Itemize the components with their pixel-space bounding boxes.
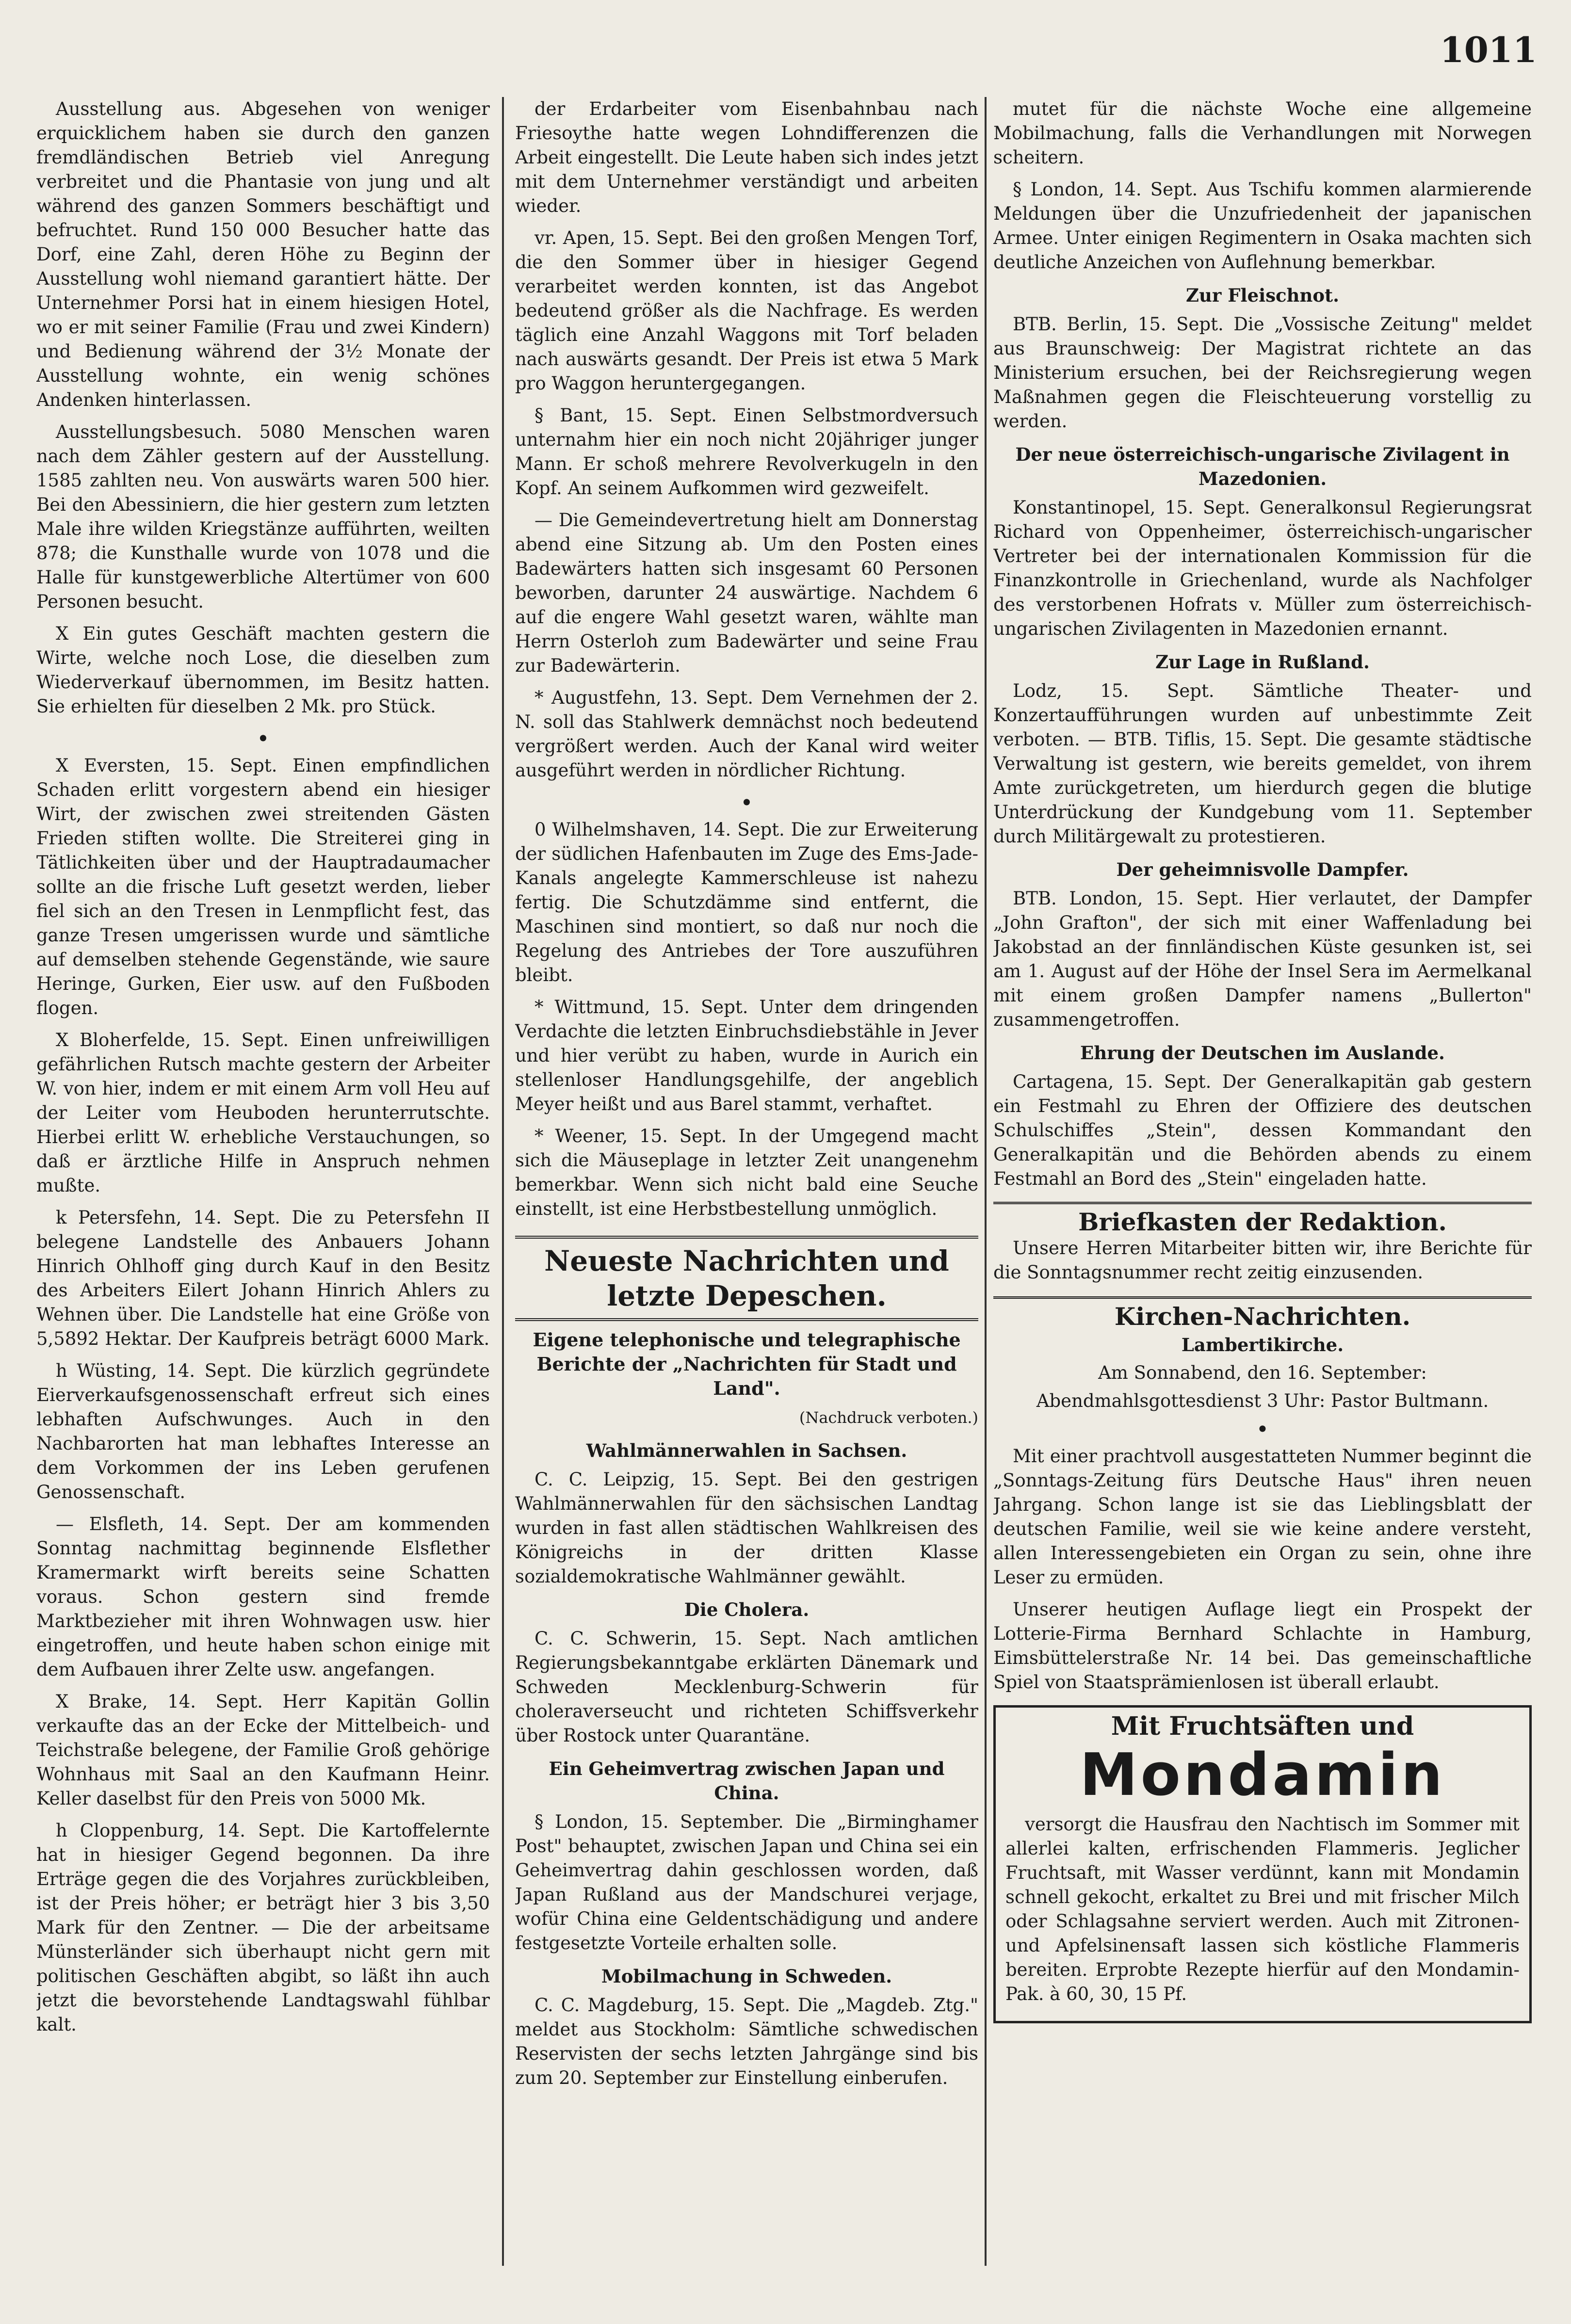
article: X Bloherfelde, 15. Sept. Einen unfreiwilligen gefährlichen Rutsch machte gestern der Arbeiter W. von hier, indem er mit einem Arm voll Heu auf der Leiter vom Heuboden herunterrutschte. Hierbei erlitt W. erhebliche Verstauchungen, so daß er ärztliche Hilfe in Anspruch nehmen mußte. — [36, 1030, 490, 1196]
ad-tagline: Mit Fruchtsäften und — [1111, 1711, 1414, 1741]
ad-text: versorgt die Hausfrau den Nachtisch im Sommer mit allerlei kalten, erfrischenden Flammeris. Jeglicher Fruchtsaft, mit Wasser verdünnt, kann mit Mondamin schnell gekocht, erkaltet zu Brei und mit frischer Milch oder Schlagsahne serviert werden. Auch mit Zitronen- und Apfelsinensaft lassen sich köstliche Flammeris bereiten. Erprobte Rezepte hierfür auf den Mondamin-Pak. à 60, 30, 15 Pf. — [1005, 1814, 1520, 2004]
section-heading: Die Cholera. — [684, 1599, 810, 1620]
article: h Wüsting, 14. Sept. Die kürzlich gegründete Eierverkaufsgenossenschaft erfreut sich eines lebhaften Aufschwunges. Auch in den Nachbarorten hat man lebhaftes Interesse an dem Vorkommen der ins Leben gerufenen Genossenschaft. — [36, 1360, 490, 1502]
article: 0 Wilhelmshaven, 14. Sept. Die zur Erweiterung der südlichen Hafenbauten im Zuge des Ems-Jade-Kanals angelegte Kammerschleuse ist nahezu fertig. Die Schutzdämme sind entfernt, die Maschinen sind montiert, so daß nur noch die Regelung des Antriebes der Tore auszuführen bleibt. — [515, 819, 978, 985]
article: — Elsfleth, 14. Sept. Der am kommenden Sonntag nachmittag beginnende Elsflether Kramermarkt wirft bereits seine Schatten voraus. Schon gestern sind fremde Marktbezieher mit ihren Wohnwagen usw. hier eingetroffen, und heute haben schon einige mit dem Aufbauen ihrer Zelte usw. angefangen. — [36, 1514, 490, 1680]
separator-dot: • — [257, 728, 269, 749]
article: Unserer heutigen Auflage liegt ein Prospekt der Lotterie-Firma Bernhard Schlachte in Hamburg, Eimsbüttelerstraße Nr. 14 bei. Das gemeinschaftliche Spiel von Staatsprämienlosen ist überall erlaubt. — [993, 1599, 1532, 1693]
article: § London, 15. September. Die „Birminghamer Post" behauptet, zwischen Japan und China sei ein Geheimvertrag dahin geschlossen worden, daß Japan Rußland aus der Mandschurei verjage, wofür China eine Geldentschädigung und andere festgesetzte Vorteile erhalten solle. — [515, 1811, 978, 1953]
church-service: Abendmahlsgottesdienst 3 Uhr: Pastor Bultmann. — [1036, 1390, 1489, 1411]
section-heading: Zur Fleischnot. — [1185, 285, 1340, 306]
latest-news-title: Neueste Nachrichten und letzte Depeschen. — [544, 1244, 949, 1312]
article: BTB. London, 15. Sept. Hier verlautet, der Dampfer „John Grafton", der sich mit einer Waffenladung bei Jakobstad an der finnländischen Küste gesunken ist, sei am 1. August auf der Höhe der Insel Sera im Aermelkanal mit einem großen Dampfer namens „Bullerton" zusammengetroffen. — [993, 888, 1532, 1030]
ad-brand: Mondamin — [1080, 1742, 1445, 1809]
article: BTB. Berlin, 15. Sept. Die „Vossische Zeitung" meldet aus Braunschweig: Der Magistrat richtete an das Ministerium ersuchen, bei der Reichsregierung wegen Maßnahmen gegen die Fleischteuerung vorstellig zu werden. — [993, 314, 1532, 432]
briefkasten-title: Briefkasten der Redaktion. — [1078, 1208, 1447, 1236]
article: Konstantinopel, 15. Sept. Generalkonsul Regierungsrat Richard von Oppenheimer, österreichisch-ungarischer Vertreter bei der internationalen Kommission für die Finanzkontrolle in Griechenland, wurde als Nachfolger des verstorbenen Hofrats v. Müller zum österreichisch-ungarischen Zivilagenten in Mazedonien ernannt. — [993, 497, 1532, 639]
article: * Wittmund, 15. Sept. Unter dem dringenden Verdachte die letzten Einbruchsdiebstähle in Jever und hier verübt zu haben, wurde in Aurich ein stellenloser Handlungsgehilfe, der angeblich Meyer heißt und aus Barel stammt, verhaftet. — [515, 997, 978, 1114]
article: vr. Apen, 15. Sept. Bei den großen Mengen Torf, die den Sommer über in hiesiger Gegend verarbeitet werden konnten, ist das Angebot bedeutend größer als die Nachfrage. Es werden täglich eine Anzahl Waggons mit Torf beladen nach auswärts gesandt. Der Preis ist etwa 5 Mark pro Waggon heruntergegangen. — [515, 227, 978, 394]
article: Lodz, 15. Sept. Sämtliche Theater- und Konzertaufführungen wurden auf unbestimmte Zeit verboten. — BTB. Tiflis, 15. Sept. Die gesamte städtische Verwaltung ist gestern, wie bereits gemeldet, von ihrem Amte zurückgetreten, um hierdurch gegen die blutige Unterdrückung der Kundgebung vom 11. September durch Militärgewalt zu protestieren. — [993, 680, 1532, 847]
church-date: Am Sonnabend, den 16. September: — [1098, 1362, 1427, 1383]
article: Ausstellung aus. Abgesehen von weniger erquicklichem haben sie durch den ganzen fremdländischen Betrieb viel Anregung verbreitet und die Phantasie von jung und alt während des ganzen Sommers beschäftigt und befruchtet. Rund 150 000 Besucher hatte das Dorf, eine Zahl, deren Höhe zu Beginn der Ausstellung wohl niemand garantiert hätte. Der Unternehmer Porsi hat in einem hiesigen Hotel, wo er mit seiner Familie (Frau und zwei Kindern) und Bedienung während der 3½ Monate der Ausstellung wohnte, ein wenig schönes Andenken hinterlassen. — [36, 98, 490, 410]
article: mutet für die nächste Woche eine allgemeine Mobilmachung, falls die Verhandlungen mit Norwegen scheitern. — [993, 98, 1532, 168]
article: C. C. Leipzig, 15. Sept. Bei den gestrigen Wahlmännerwahlen für den sächsischen Landtag wurden in fast allen städtischen Wahlkreisen des Königreichs in der dritten Klasse sozialdemokratische Wahlmänner gewählt. — [515, 1469, 978, 1587]
separator-dot: • — [1257, 1419, 1268, 1440]
article: Cartagena, 15. Sept. Der Generalkapitän gab gestern ein Festmahl zu Ehren der Offiziere des deutschen Schulschiffes „Stein", dessen Kommandant den Generalkapitän und die Behörden abends zu einem Festmahl an Bord des „Stein" eingeladen hatte. — [993, 1071, 1532, 1189]
page-number: 1011 — [1440, 29, 1537, 70]
latest-news-subtitle: Eigene telephonische und telegraphische Berichte der „Nachrichten für Stadt und Land". — [533, 1329, 961, 1399]
article: Ausstellungsbesuch. 5080 Menschen waren nach dem Zähler gestern auf der Ausstellung. 1585 zahlten neu. Von auswärts waren 500 hier. Bei den Abessiniern, die hier gestern zum letzten Male ihre wilden Kriegstänze aufführten, weilten 878; die Kunsthalle wurde von 1078 und die Halle für kunstgewerbliche Altertümer von 600 Personen besucht. — [36, 421, 490, 612]
article: § Bant, 15. Sept. Einen Selbstmordversuch unternahm hier ein noch nicht 20jähriger junger Mann. Er schoß mehrere Revolverkugeln in den Kopf. An seinem Aufkommen wird gezweifelt. — [515, 405, 978, 499]
article: * Weener, 15. Sept. In der Umgegend macht sich die Mäuseplage in letzter Zeit unangenehm bemerkbar. Wenn sich nicht bald eine Seuche einstellt, ist eine Herbstbestellung unmöglich. — [515, 1126, 978, 1219]
separator-dot: • — [741, 792, 753, 813]
article: k Petersfehn, 14. Sept. Die zu Petersfehn II belegene Landstelle des Anbauers Johann Hinrich Ohlhoff ging durch Kauf in den Besitz des Arbeiters Eilert Johann Hinrich Ahlers zu Wehnen über. Die Landstelle hat eine Größe von 5,5892 Hektar. Der Kaufpreis beträgt 6000 Mark. — [36, 1207, 490, 1349]
church-news-title: Kirchen-Nachrichten. — [1114, 1302, 1411, 1331]
article: X Brake, 14. Sept. Herr Kapitän Gollin verkaufte das an der Ecke der Mittelbeich- und Teichstraße belegene, der Familie Groß gehörige Wohnhaus mit Saal an den Kaufmann Heinr. Keller daselbst für den Preis von 5000 Mk. — [36, 1691, 490, 1809]
article: Mit einer prachtvoll ausgestatteten Nummer beginnt die „Sonntags-Zeitung fürs Deutsche Haus" ihren neuen Jahrgang. Schon lange ist sie das Lieblingsblatt der deutschen Familie, weil sie wie keine andere versteht, allen Interessengebieten ein Organ zu sein, ohne ihre Leser zu ermüden. — [993, 1446, 1532, 1588]
section-heading: Ehrung der Deutschen im Auslande. — [1080, 1042, 1445, 1064]
article: der Erdarbeiter vom Eisenbahnbau nach Friesoythe hatte wegen Lohndifferenzen die Arbeit eingestellt. Die Leute haben sich indes jetzt mit dem Unternehmer verständigt und arbeiten wieder. — [515, 98, 978, 216]
latest-news-header — [515, 1236, 978, 1321]
church-name: Lambertikirche. — [1181, 1334, 1344, 1356]
column-rule — [985, 97, 987, 2266]
section-heading: Zur Lage in Rußland. — [1155, 651, 1370, 673]
column-3 — [993, 97, 1532, 2266]
section-heading: Mobilmachung in Schweden. — [601, 1966, 892, 1987]
article: — Die Gemeindevertretung hielt am Donnerstag abend eine Sitzung ab. Um den Posten eines Badewärters hatten sich insgesamt 60 Personen beworben, darunter 24 auswärtige. Nachdem 6 auf die engere Wahl gesetzt waren, wählte man Herrn Osterloh zum Badewärter und seine Frau zur Badewärterin. — [515, 510, 978, 676]
column-2 — [515, 97, 978, 2266]
article: X Ein gutes Geschäft machten gestern die Wirte, welche noch Lose, die dieselben zum Wiederverkauf übernommen, im Besitz hatten. Sie erhielten für dieselben 2 Mk. pro Stück. — [36, 623, 490, 717]
article: h Cloppenburg, 14. Sept. Die Kartoffelernte hat in hiesiger Gegend begonnen. Da ihre Erträge gegen die des Vorjahres zurückbleiben, ist der Preis höher; er beträgt hier 3 bis 3,50 Mark für den Zentner. — Die der arbeitsame Münsterländer sich überhaupt nicht gern mit politischen Geschäften abgibt, so läßt ihn auch jetzt die bevorstehende Landtagswahl fühlbar kalt. — [36, 1820, 490, 2035]
section-heading: Wahlmännerwahlen in Sachsen. — [586, 1440, 907, 1461]
reprint-note: (Nachdruck verboten.) — [799, 1408, 978, 1427]
article: C. C. Schwerin, 15. Sept. Nach amtlichen Regierungsbekanntgabe erklärten Dänemark und Schweden Mecklenburg-Schwerin für choleraverseucht und richteten Schiffsverkehr über Rostock unter Quarantäne. — [515, 1628, 978, 1746]
article: C. C. Magdeburg, 15. Sept. Die „Magdeb. Ztg." meldet aus Stockholm: Sämtliche schwedischen Reservisten der sechs letzten Jahrgänge sind bis zum 20. September zur Einstellung einberufen. — [515, 1995, 978, 2088]
article: * Augustfehn, 13. Sept. Dem Vernehmen der 2. N. soll das Stahlwerk demnächst noch bedeutend vergrößert werden. Auch der Kanal wird weiter ausgeführt werden in nördlicher Richtung. — [515, 687, 978, 781]
section-heading: Der geheimnisvolle Dampfer. — [1116, 859, 1409, 880]
section-heading: Ein Geheimvertrag zwischen Japan und China. — [549, 1758, 945, 1804]
briefkasten-text: Unsere Herren Mitarbeiter bitten wir, ihre Berichte für die Sonntagsnummer recht zeitig einzusenden. — [993, 1238, 1532, 1283]
section-heading: Der neue österreichisch-ungarische Zivilagent in Mazedonien. — [1015, 444, 1510, 489]
article: X Eversten, 15. Sept. Einen empfindlichen Schaden erlitt vorgestern abend ein hiesiger Wirt, der zwischen zwei streitenden Gästen Frieden stiften wollte. Die Streiterei ging in Tätlichkeiten über und der Hauptradaumacher sollte an die frische Luft gesetzt werden, lieber fiel sich an den Tresen in Lenmpflicht fest, das ganze Tresen umgerissen wurde und sämtliche auf demselben stehende Gegenstände, wie saure Heringe, Gurken, Eier usw. auf den Fußboden flogen. — [36, 755, 490, 1018]
article: § London, 14. Sept. Aus Tschifu kommen alarmierende Meldungen über die Unzufriedenheit der japanischen Armee. Unter einigen Regimentern in Osaka machten sich deutliche Anzeichen von Auflehnung bemerkbar. — [993, 179, 1532, 273]
column-rule — [502, 97, 504, 2266]
briefkasten-box — [993, 1202, 1532, 1299]
column-1 — [36, 97, 490, 2266]
mondamin-advertisement — [993, 1705, 1532, 2023]
